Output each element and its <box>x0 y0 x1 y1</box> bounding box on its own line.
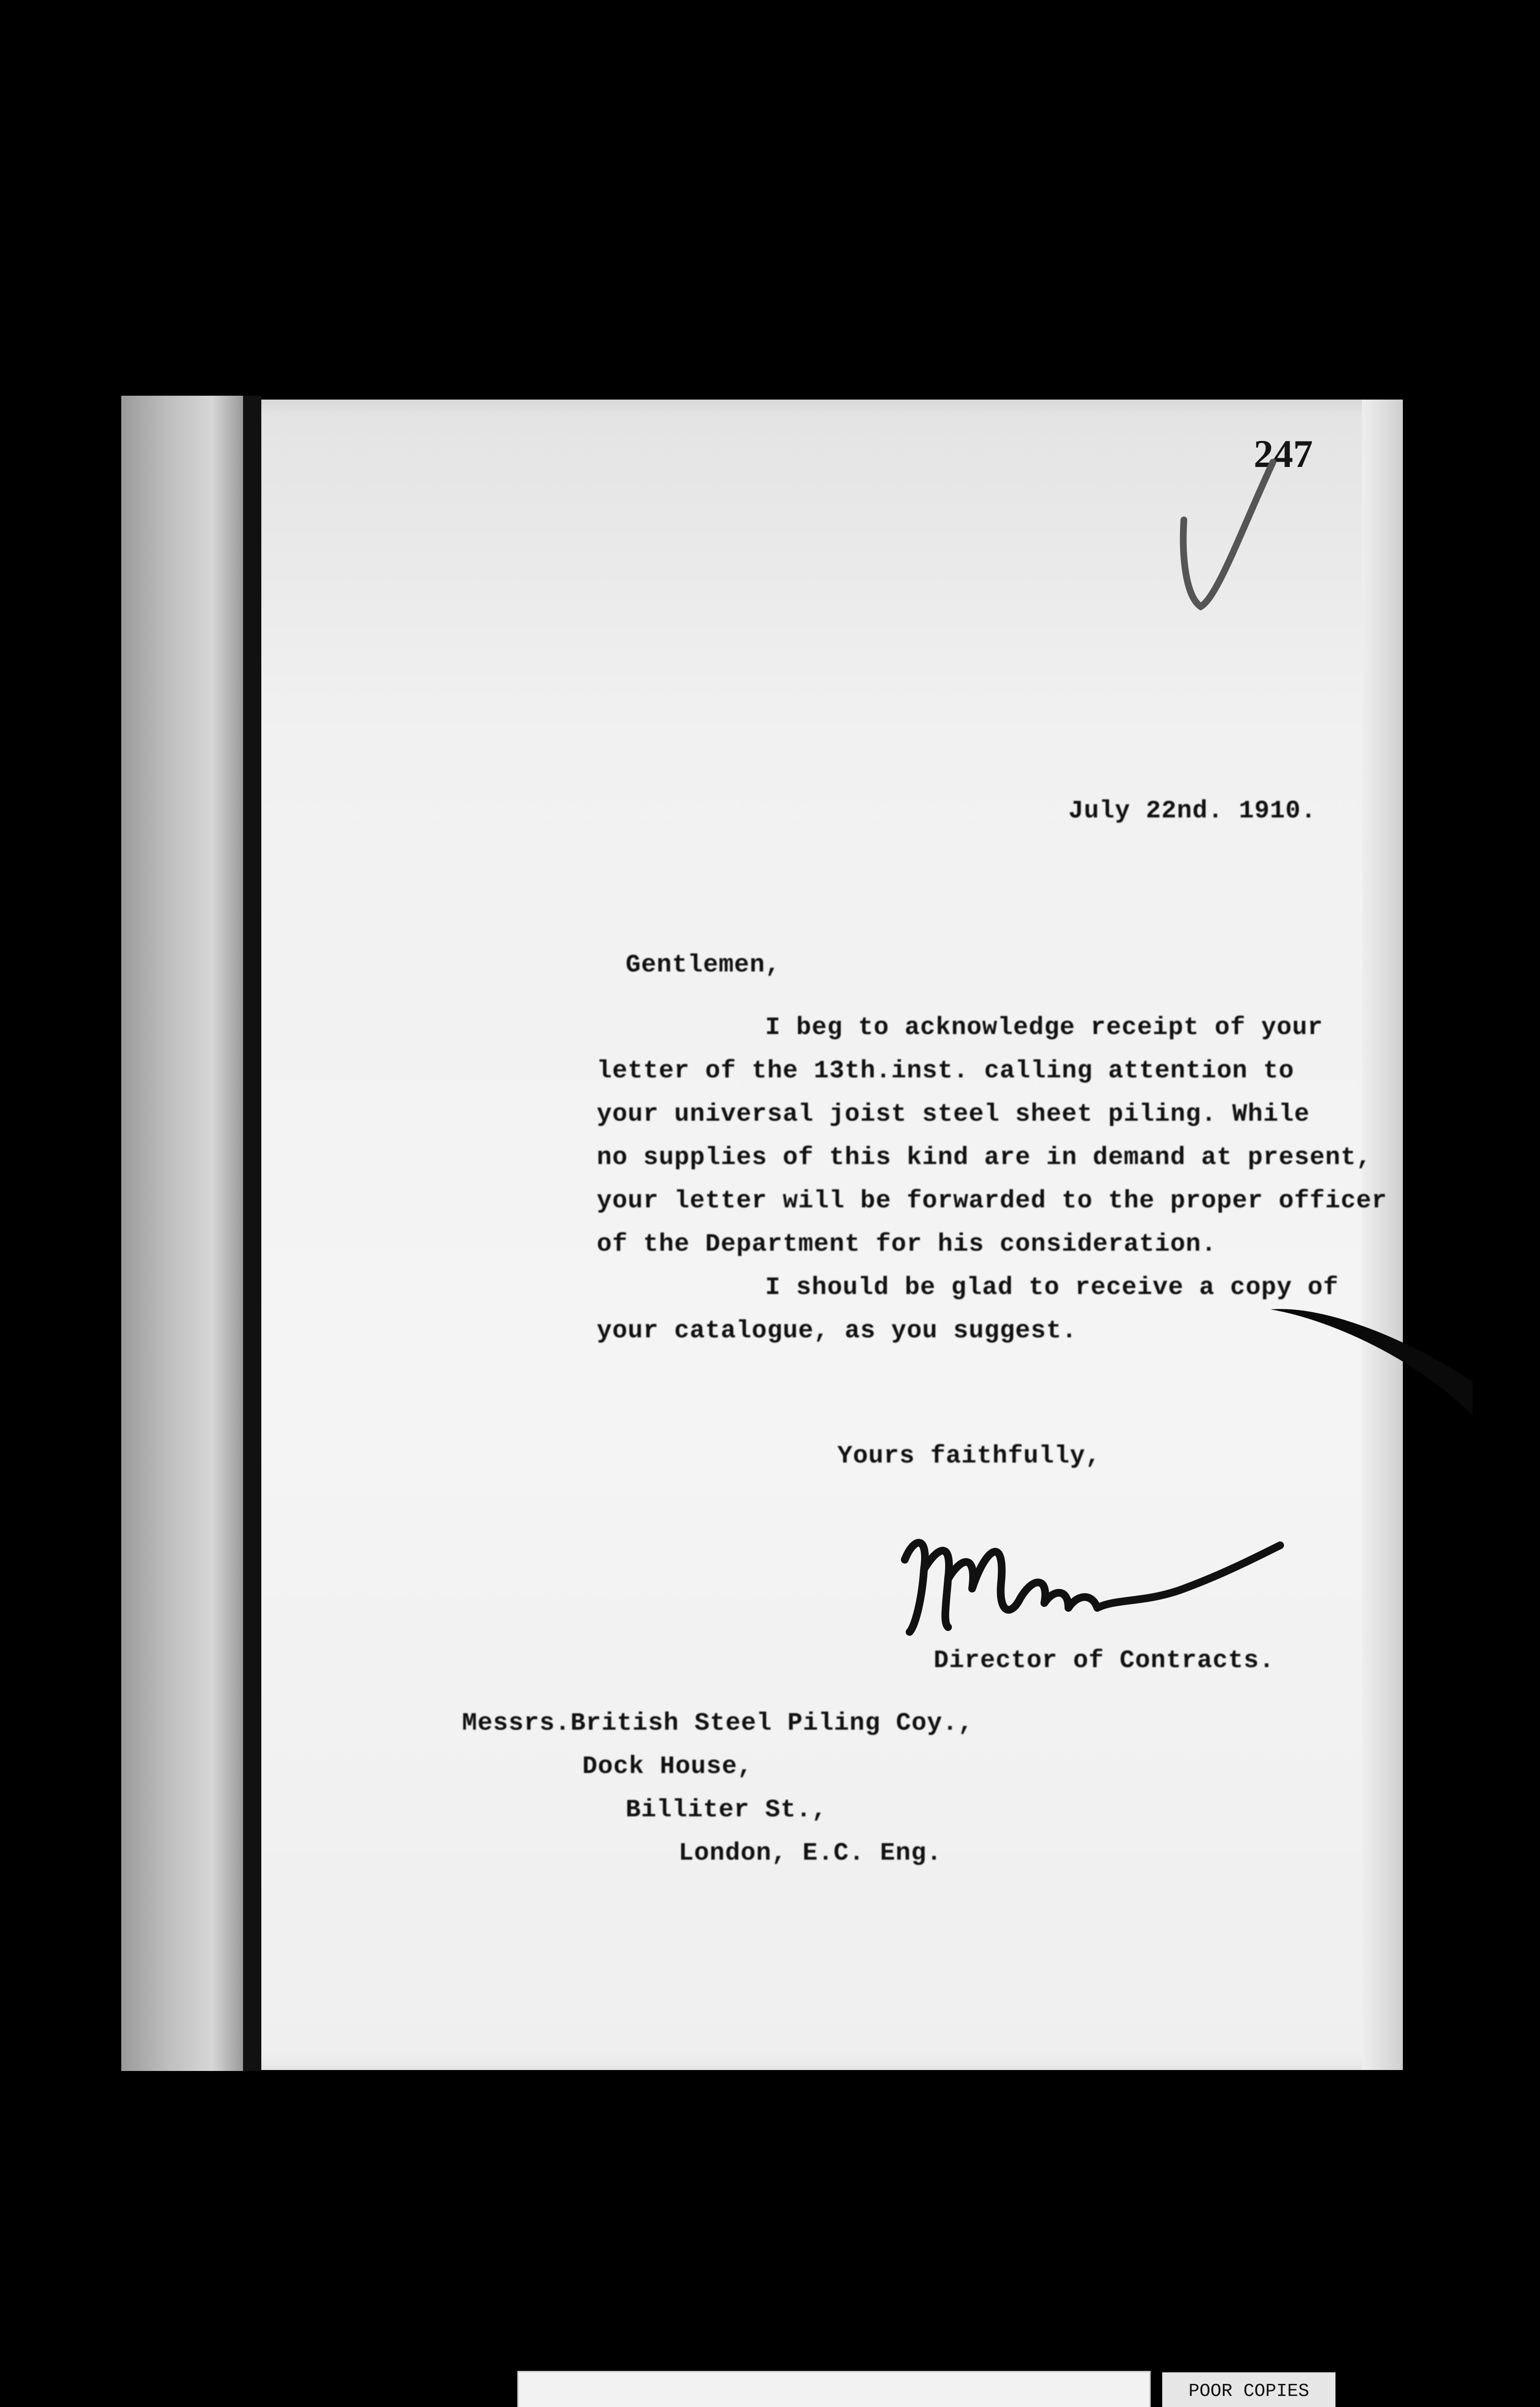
salutation: Gentlemen, <box>626 951 781 979</box>
body-line: letter of the 13th.inst. calling attention to <box>597 1057 1295 1085</box>
page-edge <box>1362 400 1403 2070</box>
address-line: Dock House, <box>582 1752 753 1781</box>
body-line: I beg to acknowledge receipt of your <box>765 1013 1323 1042</box>
body-line: your universal joist steel sheet piling. While <box>597 1100 1310 1128</box>
body-line: no supplies of this kind are in demand at present, <box>597 1143 1372 1172</box>
binding-gutter <box>243 396 261 2071</box>
closing: Yours faithfully, <box>837 1442 1101 1470</box>
folio-number: 247 <box>1254 432 1313 476</box>
handwritten-signature <box>895 1507 1290 1646</box>
archive-reference-label <box>517 2371 1151 2407</box>
letter-date: July 22nd. 1910. <box>1068 797 1317 825</box>
address-line: London, E.C. Eng. <box>679 1839 942 1867</box>
body-line: of the Department for his consideration. <box>597 1230 1217 1258</box>
body-line: I should be glad to receive a copy of <box>765 1273 1339 1302</box>
body-line: your catalogue, as you suggest. <box>597 1317 1078 1345</box>
pen-tip-shadow <box>1270 1300 1473 1415</box>
address-line: Billiter St., <box>626 1796 827 1824</box>
signatory-title: Director of Contracts. <box>934 1646 1275 1675</box>
binding-spine <box>121 396 251 2071</box>
poor-copies-notice: POOR COPIES <box>1162 2372 1335 2407</box>
check-mark-icon <box>1174 453 1280 616</box>
address-line: Messrs.British Steel Piling Coy., <box>462 1709 974 1737</box>
body-line: your letter will be forwarded to the proper officer <box>597 1187 1387 1215</box>
